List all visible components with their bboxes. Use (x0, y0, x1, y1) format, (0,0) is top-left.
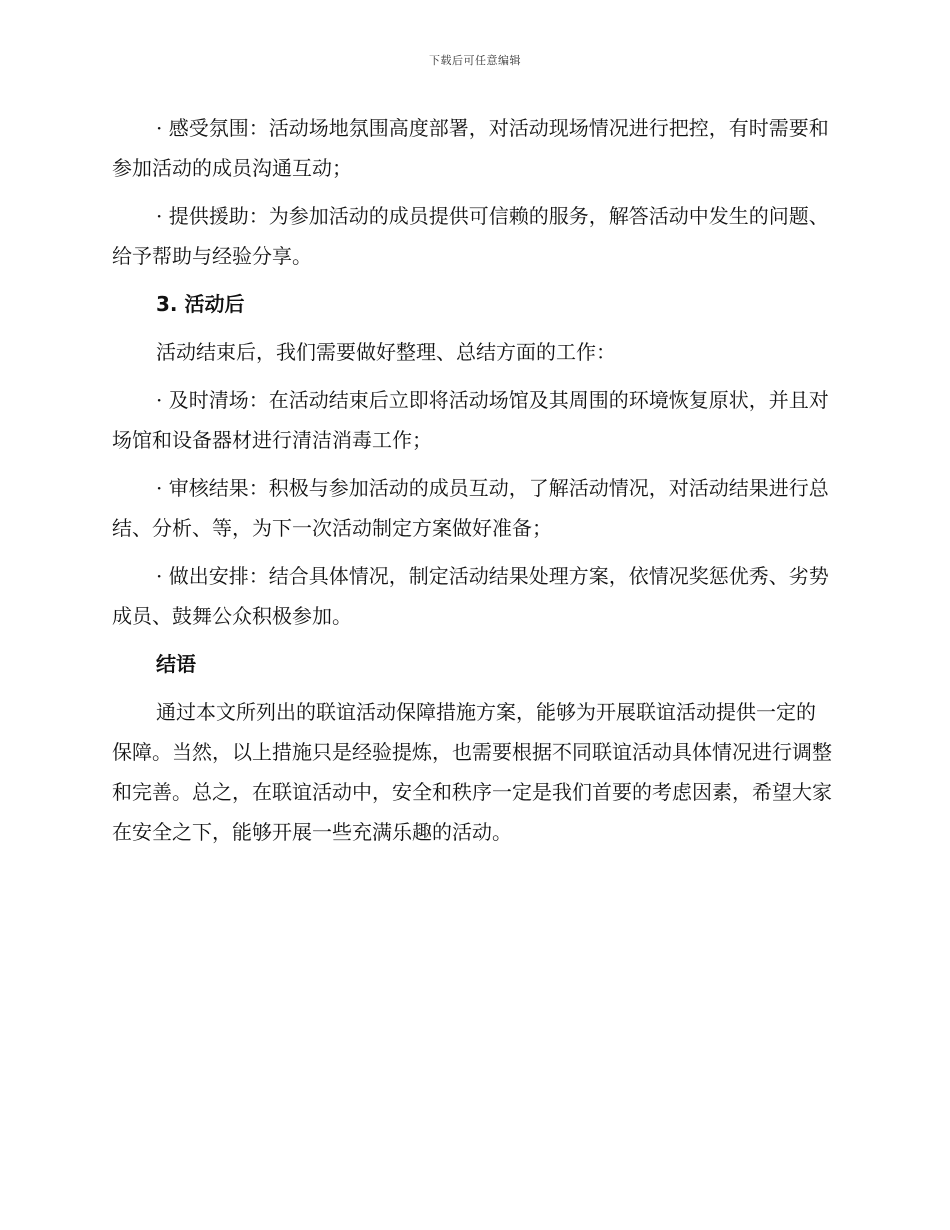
document-body (112, 108, 832, 860)
section-heading-conclusion: 结语 (156, 652, 196, 676)
paragraph-after-event-intro: 活动结束后，我们需要做好整理、总结方面的工作： (156, 340, 616, 364)
paragraph-arrangements: · 做出安排：结合具体情况，制定活动结果处理方案，依情况奖惩优秀、劣势成员、鼓舞公众积极参加。 (112, 564, 829, 628)
paragraph-assistance: · 提供援助：为参加活动的成员提供可信赖的服务，解答活动中发生的问题、给予帮助与经验分享。 (112, 204, 829, 268)
section-heading-after-event: 3. 活动后 (156, 292, 245, 316)
paragraph-cleanup: · 及时清场：在活动结束后立即将活动场馆及其周围的环境恢复原状，并且对场馆和设备器材进行清洁消毒工作； (112, 388, 829, 452)
paragraph-atmosphere: · 感受氛围：活动场地氛围高度部署，对活动现场情况进行把控，有时需要和参加活动的成员沟通互动； (112, 116, 829, 180)
page-header: 下载后可任意编辑 (429, 54, 521, 67)
paragraph-conclusion: 通过本文所列出的联谊活动保障措施方案，能够为开展联谊活动提供一定的保障。当然，以上措施只是经验提炼，也需要根据不同联谊活动具体情况进行调整和完善。总之，在联谊活动中，安全和秩序一定是我们首要的考虑因素，希望大家在安全之下，能够开展一些充满乐趣的活动。 (112, 700, 832, 844)
paragraph-review-results: · 审核结果：积极与参加活动的成员互动，了解活动情况，对活动结果进行总结、分析、等，为下一次活动制定方案做好准备； (112, 476, 829, 540)
